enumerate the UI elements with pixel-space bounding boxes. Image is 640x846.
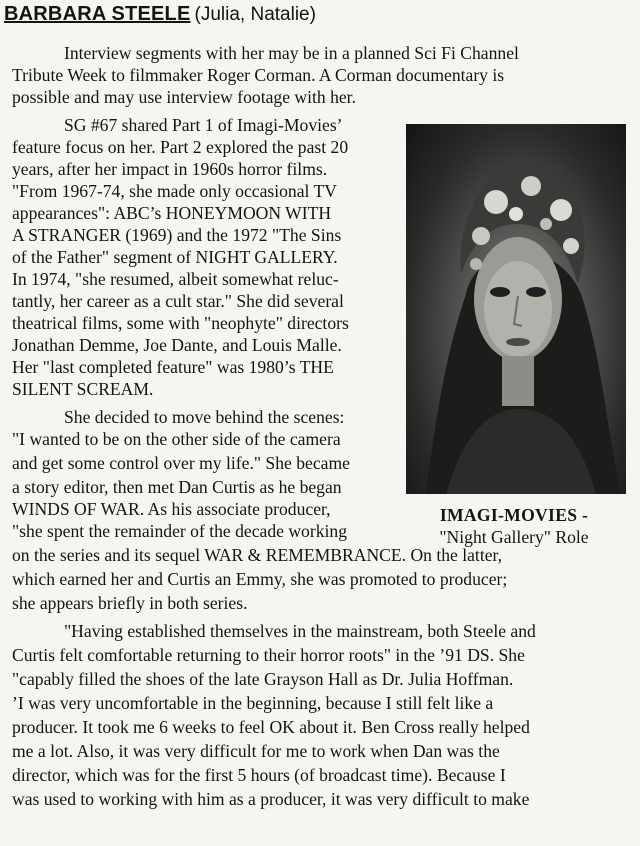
body-line: was used to working with him as a producer, it was very difficult to make: [12, 789, 530, 809]
body-line: "From 1967-74, she made only occasional TV: [12, 181, 337, 201]
body-line: "I wanted to be on the other side of the camera: [12, 429, 341, 449]
body-line: She decided to move behind the scenes:: [64, 407, 345, 427]
body-line: SILENT SCREAM.: [12, 379, 154, 399]
photo-caption: [398, 504, 630, 548]
body-line: on the series and its sequel WAR & REMEMBRANCE. On the latter,: [12, 545, 503, 565]
caption-title: "Night Gallery" Role: [439, 527, 589, 547]
actor-roles: (Julia, Natalie): [194, 4, 316, 25]
body-line: director, which was for the first 5 hours (of broadcast time). Because I: [12, 765, 506, 785]
body-line: which earned her and Curtis an Emmy, she was promoted to producer;: [12, 569, 508, 589]
body-line: "capably filled the shoes of the late Grayson Hall as Dr. Julia Hoffman.: [12, 669, 514, 689]
body-line: Interview segments with her may be in a planned Sci Fi Channel: [64, 43, 519, 63]
body-line: appearances": ABC’s HONEYMOON WITH: [12, 203, 332, 223]
body-line: feature focus on her. Part 2 explored the past 20: [12, 137, 349, 157]
body-line: she appears briefly in both series.: [12, 593, 248, 613]
portrait-illustration: [406, 124, 626, 494]
body-line: tantly, her career as a cult star." She did several: [12, 291, 344, 311]
body-line: Her "last completed feature" was 1980’s THE: [12, 357, 334, 377]
body-line: years, after her impact in 1960s horror films.: [12, 159, 328, 179]
body-line: In 1974, "she resumed, albeit somewhat reluc-: [12, 269, 339, 289]
body-line: theatrical films, some with "neophyte" directors: [12, 313, 349, 333]
body-line: WINDS OF WAR. As his associate producer,: [12, 499, 331, 519]
actor-name: BARBARA STEELE: [4, 3, 191, 25]
body-line: of the Father" segment of NIGHT GALLERY.: [12, 247, 338, 267]
body-line: producer. It took me 6 weeks to feel OK about it. Ben Cross really helped: [12, 717, 530, 737]
body-line: possible and may use interview footage with her.: [12, 87, 356, 107]
portrait-photo: [406, 124, 626, 494]
body-line: Tribute Week to filmmaker Roger Corman. A Corman documentary is: [12, 65, 505, 85]
body-line: SG #67 shared Part 1 of Imagi-Movies’: [64, 115, 343, 135]
body-line: me a lot. Also, it was very difficult for me to work when Dan was the: [12, 741, 500, 761]
body-line: ’I was very uncomfortable in the beginning, because I still felt like a: [12, 693, 494, 713]
body-line: a story editor, then met Dan Curtis as he began: [12, 477, 342, 497]
body-line: "she spent the remainder of the decade working: [12, 521, 347, 541]
body-line: A STRANGER (1969) and the 1972 "The Sins: [12, 225, 342, 245]
body-line: Curtis felt comfortable returning to their horror roots" in the ’91 DS. She: [12, 645, 525, 665]
body-line: Jonathan Demme, Joe Dante, and Louis Malle.: [12, 335, 342, 355]
caption-source: IMAGI-MOVIES -: [439, 505, 589, 525]
body-line: and get some control over my life." She became: [12, 453, 350, 473]
body-line: "Having established themselves in the mainstream, both Steele and: [64, 621, 536, 641]
